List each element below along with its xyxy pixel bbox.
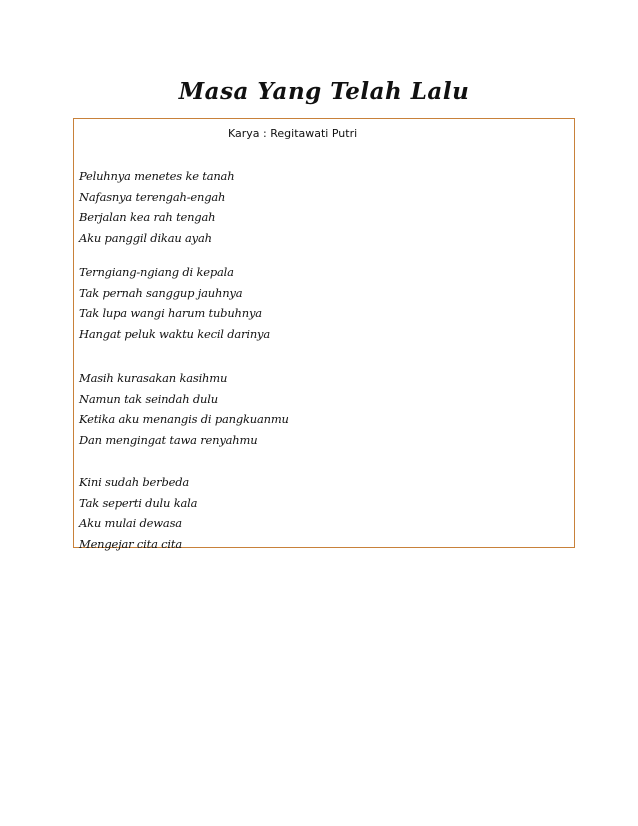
poem-line: Aku panggil dikau ayah [79, 230, 212, 245]
poem-line: Nafasnya terengah-engah [79, 189, 226, 204]
poem-line: Aku mulai dewasa [79, 516, 182, 530]
poem-line: Tak seperti dulu kala [79, 495, 198, 510]
poem-title: Masa Yang Telah Lalu [178, 78, 470, 105]
poem-author: Karya : Regitawati Putri [228, 127, 358, 140]
stanza-2 [79, 262, 270, 344]
stanza-1 [79, 166, 234, 248]
poem-line: Dan mengingat tawa renyahmu [79, 432, 258, 447]
stanza-3 [79, 368, 289, 450]
poem-line: Ketika aku menangis di pangkuanmu [79, 412, 289, 426]
poem-line: Namun tak seindah dulu [79, 391, 218, 406]
poem-line: Tak lupa wangi harum tubuhnya [79, 306, 262, 320]
poem-line: Hangat peluk waktu kecil darinya [79, 326, 270, 341]
poem-line: Masih kurasakan kasihmu [79, 371, 228, 385]
poem-line: Mengejar cita cita [79, 536, 182, 551]
poem-line: Terngiang-ngiang di kepala [79, 265, 234, 279]
poem-line: Tak pernah sanggup jauhnya [79, 285, 243, 300]
stanza-4 [79, 472, 197, 554]
poem-line: Kini sudah berbeda [79, 475, 190, 489]
poem-line: Peluhnya menetes ke tanah [79, 169, 235, 183]
poem-line: Berjalan kea rah tengah [79, 210, 216, 224]
